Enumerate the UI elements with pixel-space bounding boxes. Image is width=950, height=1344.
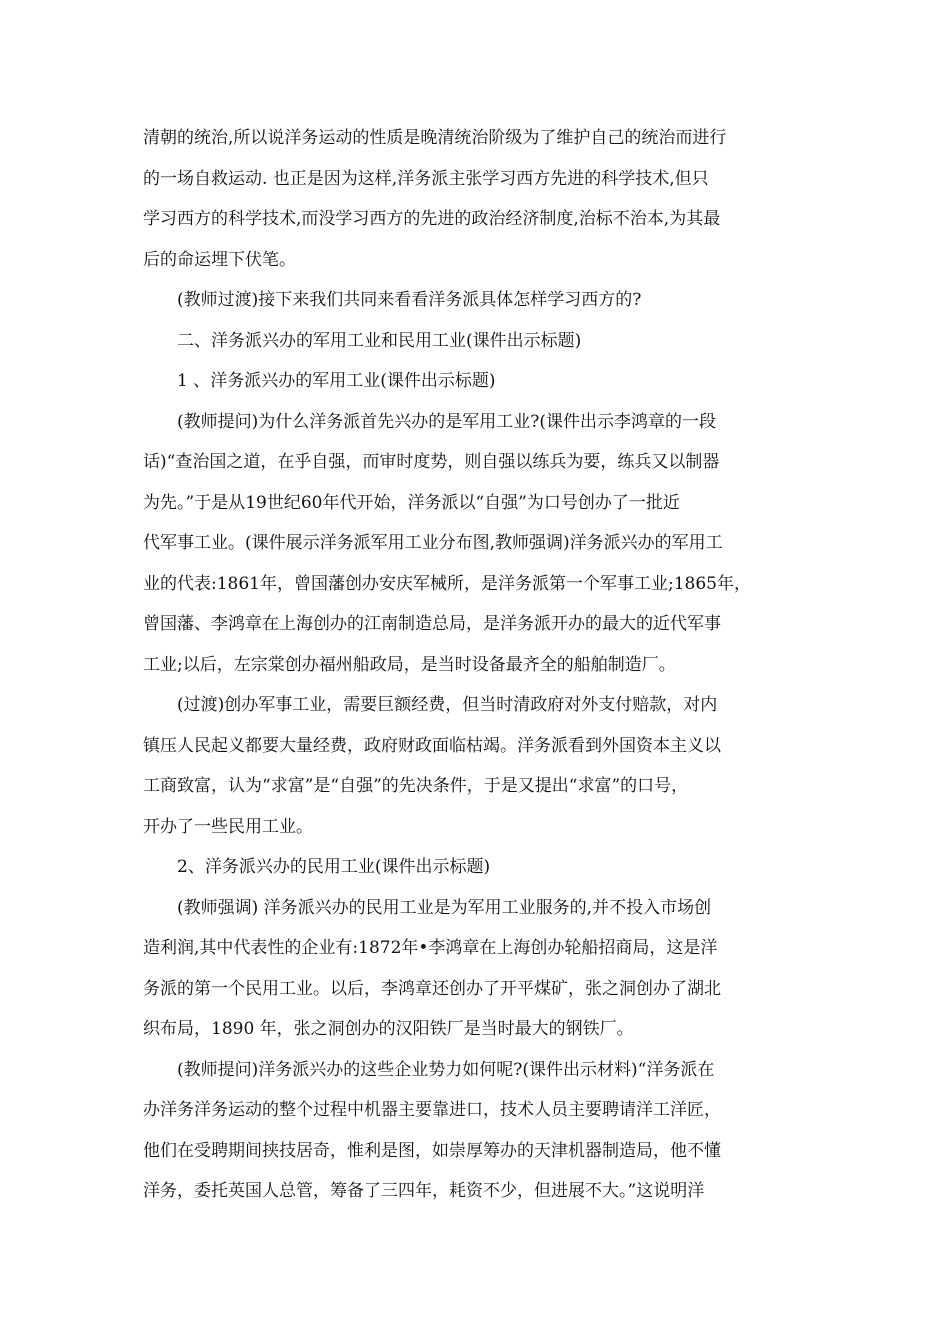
text-line: 办洋务洋务运动的整个过程中机器主要靠进口，技术人员主要聘请洋工洋匠， (143, 1100, 721, 1120)
text-line: (教师提问)为什么洋务派首先兴办的是军用工业?(课件出示李鸿章的一段 (177, 411, 717, 432)
text-line: 业的代表:1861年，曾国藩创办安庆军械所，是洋务派第一个军事工业;1865年， (143, 573, 751, 594)
text-line: 镇压人民起义都要大量经费，政府财政面临枯竭。洋务派看到外国资本主义以 (143, 735, 721, 756)
text-line: (教师提问)洋务派兴办的这些企业势力如何呢?(课件出示材料)“洋务派在 (177, 1059, 715, 1080)
text-line: 务派的第一个民用工业。以后，李鸿章还创办了开平煤矿，张之洞创办了湖北 (143, 978, 721, 999)
text-line: 织布局，1890 年，张之洞创办的汉阳铁厂是当时最大的钢铁厂。 (143, 1019, 634, 1039)
text-line: 学习西方的科学技术,而没学习西方的先进的政治经济制度,治标不治本,为其最 (143, 209, 721, 229)
text-line: 工商致富，认为“求富”是“自强”的先决条件，于是又提出“求富”的口号， (143, 776, 689, 796)
text-line: 造利润,其中代表性的企业有:1872年•李鸿章在上海创办轮船招商局，这是洋 (143, 938, 718, 958)
text-line: 后的命运埋下伏笔。 (143, 249, 296, 270)
text-line: (教师强调) 洋务派兴办的民用工业是为军用工业服务的,并不投入市场创 (177, 897, 712, 918)
text-line: (教师过渡)接下来我们共同来看看洋务派具体怎样学习西方的? (177, 290, 642, 310)
text-line: 二、洋务派兴办的军用工业和民用工业(课件出示标题) (177, 330, 582, 351)
text-line: 清朝的统治,所以说洋务运动的性质是晚清统治阶级为了维护自己的统治而进行 (143, 128, 727, 148)
text-line: 1 、洋务派兴办的军用工业(课件出示标题) (177, 371, 496, 391)
text-line: 工业;以后，左宗棠创办福州船政局，是当时设备最齐全的船舶制造厂。 (143, 654, 676, 675)
text-line: 的一场自救运动. 也正是因为这样,洋务派主张学习西方先进的科学技术,但只 (143, 168, 709, 189)
text-line: 曾国藩、李鸿章在上海创办的江南制造总局，是洋务派开办的最大的近代军事 (143, 614, 721, 634)
text-line: 2、洋务派兴办的民用工业(课件出示标题) (177, 857, 491, 877)
text-line: 代军事工业。(课件展示洋务派军用工业分布图,教师强调)洋务派兴办的军用工 (143, 533, 723, 553)
text-line: 开办了一些民用工业。 (143, 816, 313, 837)
text-line: 话)“查治国之道，在乎自强，而审时度势，则自强以练兵为要，练兵又以制器 (143, 452, 720, 472)
text-line: 为先。”于是从19世纪60年代开始，洋务派以“自强”为口号创办了一批近 (143, 492, 680, 513)
text-line: (过渡)创办军事工业，需要巨额经费，但当时清政府对外支付赔款，对内 (177, 695, 718, 715)
text-line: 他们在受聘期间挟技居奇，惟利是图，如崇厚筹办的天津机器制造局，他不懂 (143, 1140, 721, 1161)
document-body (143, 118, 813, 1212)
text-line: 洋务，委托英国人总管，筹备了三四年，耗资不少，但进展不大。”这说明洋 (143, 1181, 705, 1201)
